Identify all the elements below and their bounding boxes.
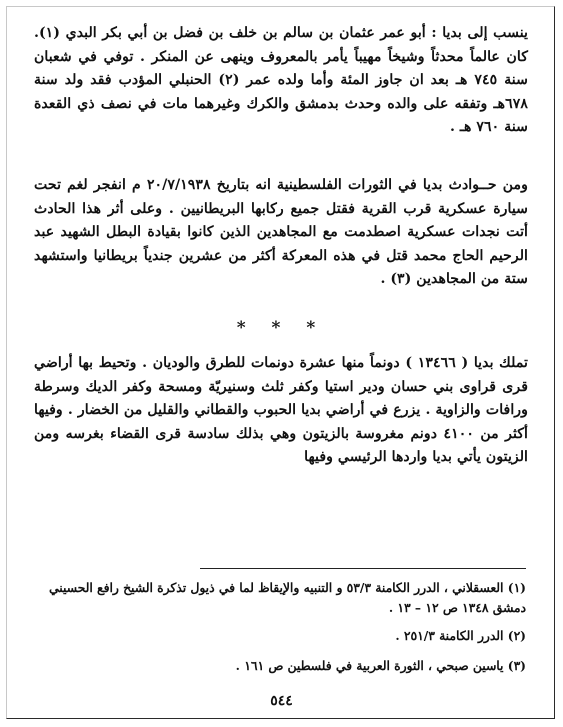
document-body	[34, 22, 528, 470]
footnote-1: (١) العسقلاني ، الدرر الكامنة ٥٣/٣ و التنبيه والإيقاظ لما في ذيول تذكرة الشيخ رافع الحسيني دمشق ١٣٤٨ ص ١٢ – ١٣ .	[49, 580, 526, 615]
section-separator-stars: * * *	[236, 317, 326, 338]
footnote-2: (٢) الدرر الكامنة ٢٥١/٣ .	[395, 628, 526, 643]
footnote-divider	[200, 568, 526, 569]
footnote-3: (٣) ياسين صبحي ، الثورة العربية في فلسطين ص ١٦١ .	[235, 658, 526, 673]
paragraph-revolt-events: ومن حــوادث بديا في الثورات الفلسطينية انه بتاريخ ٢٠/٧/١٩٣٨ م انفجر لغم تحت سيارة عسكرية قرب القرية فقتل جميع ركابها البريطانيين . وعلى أثر هذا الحادث أتت نجدات عسكرية اصطدمت مع المجاهدين الذين كانوا بقيادة البطل الشهيد عبد الرحيم الحاج محمد قتل في هذه المعركة أكثر من عشرين جندياً بريطانيا واستشهد ستة من المجاهدين (٣) .	[34, 176, 529, 288]
footnotes	[34, 578, 526, 686]
paragraph-biography: ينسب إلى بديا : أبو عمر عثمان بن سالم بن خلف بن فضل بن أبي بكر البدي (١). كان عالماً محدثاً وشيخاً مهيباً يأمر بالمعروف وينهى عن المنكر . توفي في شعبان سنة ٧٤٥ هـ بعد ان جاوز المئة وأما ولده عمر (٢) الحنبلي المؤدب فقد ولد سنة ٦٧٨هـ وتفقه على والده وحدث بدمشق والكرك وغيرهما مات في نصف ذي القعدة سنة ٧٦٠ هـ .	[34, 25, 528, 136]
paragraph-land: تملك بديا ( ١٣٤٦٦ ) دونماً منها عشرة دونمات للطرق والوديان . وتحيط بها أراضي قرى قراوى بني حسان ودير استيا وكفر ثلث وسنيريّة ومسحة وكفر الديك وسرطة ورافات والزاوية . يزرع في أراضي بديا الحبوب والقطاني والقليل من الخضار . وفيها أكثر من ٤١٠٠ دونم مغروسة بالزيتون وهي بذلك سادسة قرى القضاء بغرسه ومن الزيتون يأتي بديا واردها الرئيسي وفيها	[34, 354, 528, 466]
page-number: ٥٤٤	[270, 693, 293, 709]
